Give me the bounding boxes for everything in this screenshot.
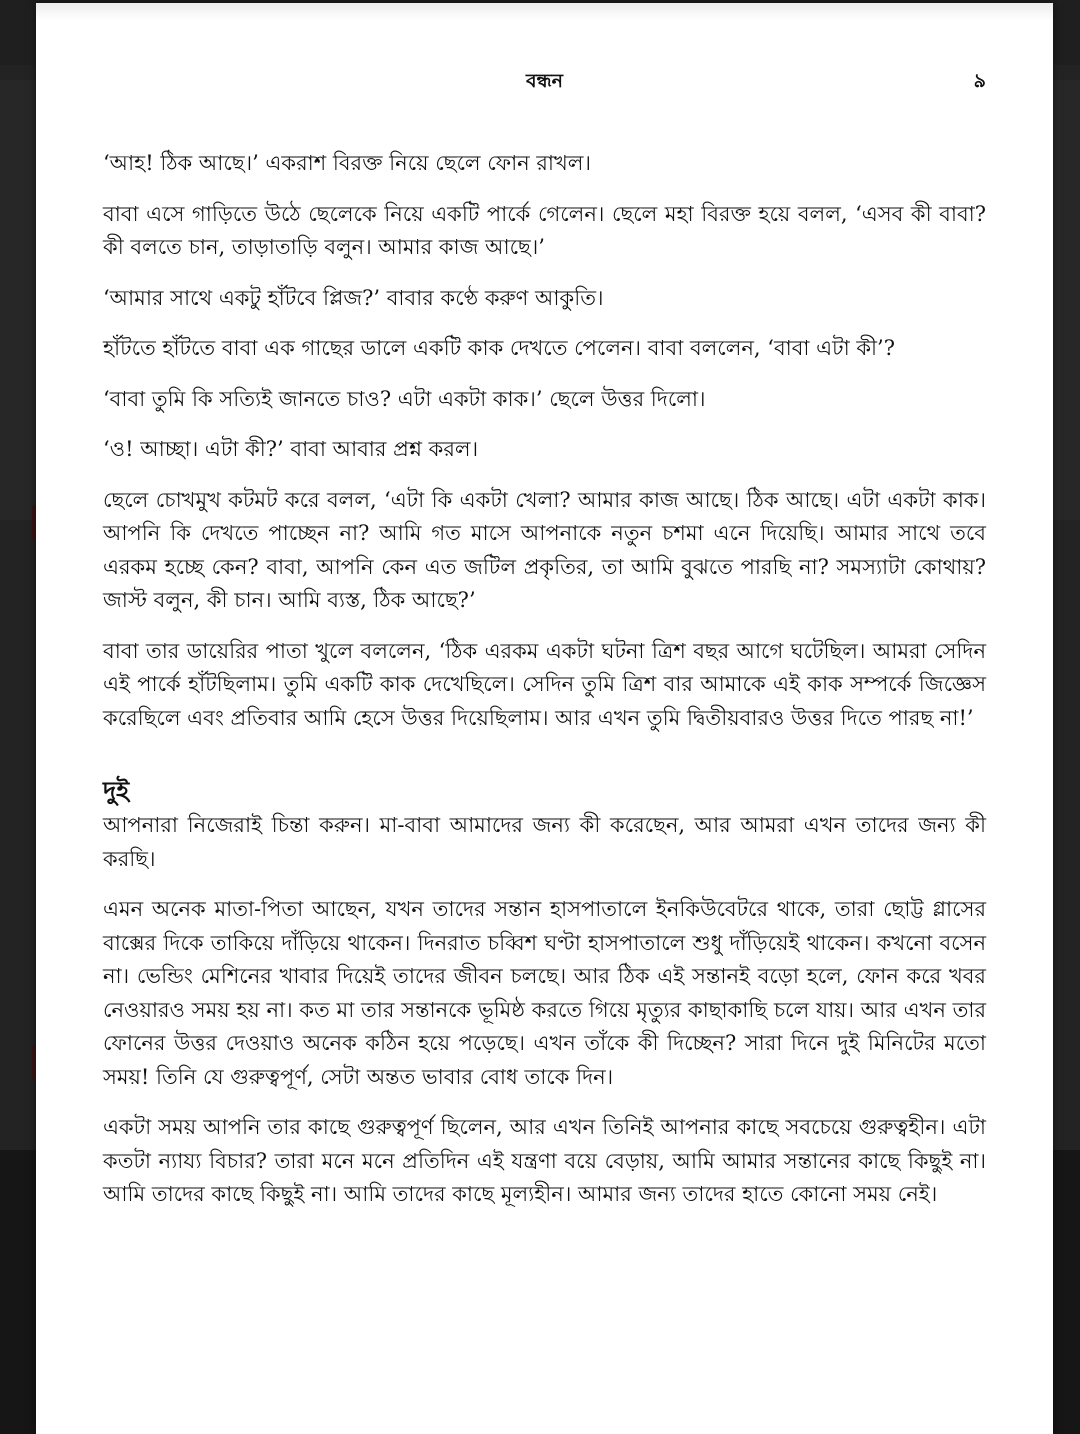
paragraph: ছেলে চোখমুখ কটমট করে বলল, ‘এটা কি একটা খেলা? আমার কাজ আছে। ঠিক আছে। এটা একটা কাক। আপনি কি দেখতে পাচ্ছেন না? আমি গত মাসে আপনাকে নতুন চশমা এনে দিয়েছি। আমার সাথে তবে এরকম হচ্ছে কেন? বাবা, আপনি কেন এত জটিল প্রকৃতির, তা আমি বুঝতে পারছি না? সমস্যাটা কোথায়? জাস্ট বলুন, কী চান। আমি ব্যস্ত, ঠিক আছে?’ — [103, 487, 986, 612]
page-top-shadow — [36, 3, 1053, 21]
section-one — [103, 147, 986, 735]
paragraph: হাঁটতে হাঁটতে বাবা এক গাছের ডালে একটি কাক দেখতে পেলেন। বাবা বললেন, ‘বাবা এটা কী’? — [103, 336, 895, 360]
paragraph: এমন অনেক মাতা-পিতা আছেন, যখন তাদের সন্তান হাসপাতালে ইনকিউবেটরে থাকে, তারা ছোট্ট গ্লাসের বাক্সের দিকে তাকিয়ে দাঁড়িয়ে থাকেন। দিনরাত চব্বিশ ঘণ্টা হাসপাতালে শুধু দাঁড়িয়েই থাকেন। কখনো বসেন না। ভেন্ডিং মেশিনের খাবার দিয়েই তাদের জীবন চলছে। আর ঠিক এই সন্তানই বড়ো হলে, ফোন করে খবর নেওয়ারও সময় হয় না। কত মা তার সন্তানকে ভূমিষ্ঠ করতে গিয়ে মৃত্যুর কাছাকাছি চলে যায়। আর এখন তার ফোনের উত্তর দেওয়াও অনেক কঠিন হয়ে পড়েছে। এখন তাঁকে কী দিচ্ছেন? সারা দিনে দুই মিনিটের মতো সময়! তিনি যে গুরুত্বপূর্ণ, সেটা অন্তত ভাবার বোধ তাকে দিন। — [103, 897, 986, 1089]
running-title: বন্ধন — [526, 70, 563, 92]
paragraph: বাবা তার ডায়েরির পাতা খুলে বললেন, ‘ঠিক এরকম একটা ঘটনা ত্রিশ বছর আগে ঘটেছিল। আমরা সেদিন এই পার্কে হাঁটছিলাম। তুমি একটি কাক দেখেছিলে। সেদিন তুমি ত্রিশ বার আমাকে এই কাক সম্পর্কে জিজ্ঞেস করেছিলে এবং প্রতিবার আমি হেসে উত্তর দিয়েছিলাম। আর এখন তুমি দ্বিতীয়বারও উত্তর দিতে পারছ না!’ — [103, 638, 986, 730]
book-page[interactable] — [36, 3, 1053, 1434]
paragraph: একটা সময় আপনি তার কাছে গুরুত্বপূর্ণ ছিলেন, আর এখন তিনিই আপনার কাছে সবচেয়ে গুরুত্বহীন। এটা কতটা ন্যায্য বিচার? তারা মনে মনে প্রতিদিন এই যন্ত্রণা বয়ে বেড়ায়, আমি আমার সন্তানের কাছে কিছুই না। আমি তাদের কাছে কিছুই না। আমি তাদের কাছে মূল্যহীন। আমার জন্য তাদের হাতে কোনো সময় নেই। — [103, 1115, 986, 1206]
paragraph: বাবা এসে গাড়িতে উঠে ছেলেকে নিয়ে একটি পার্কে গেলেন। ছেলে মহা বিরক্ত হয়ে বলল, ‘এসব কী বাবা? কী বলতে চান, তাড়াতাড়ি বলুন। আমার কাজ আছে।’ — [103, 201, 986, 259]
section-two — [103, 773, 986, 1212]
page-number: ৯ — [973, 70, 986, 92]
section-heading: দুই — [103, 776, 130, 805]
page-content — [103, 147, 986, 1229]
paragraph: ‘ও! আচ্ছা। এটা কী?’ বাবা আবার প্রশ্ন করল। — [103, 437, 479, 461]
paragraph: ‘আহ! ঠিক আছে।’ একরাশ বিরক্ত নিয়ে ছেলে ফোন রাখল। — [103, 151, 591, 175]
paragraph: ‘আমার সাথে একটু হাঁটবে প্লিজ?’ বাবার কণ্ঠে করুণ আকুতি। — [103, 285, 604, 310]
paragraph: আপনারা নিজেরাই চিন্তা করুন। মা-বাবা আমাদের জন্য কী করেছেন, আর আমরা এখন তাদের জন্য কী করছি। — [103, 813, 986, 871]
paragraph: ‘বাবা তুমি কি সত্যিই জানতে চাও? এটা একটা কাক।’ ছেলে উত্তর দিলো। — [103, 386, 706, 411]
